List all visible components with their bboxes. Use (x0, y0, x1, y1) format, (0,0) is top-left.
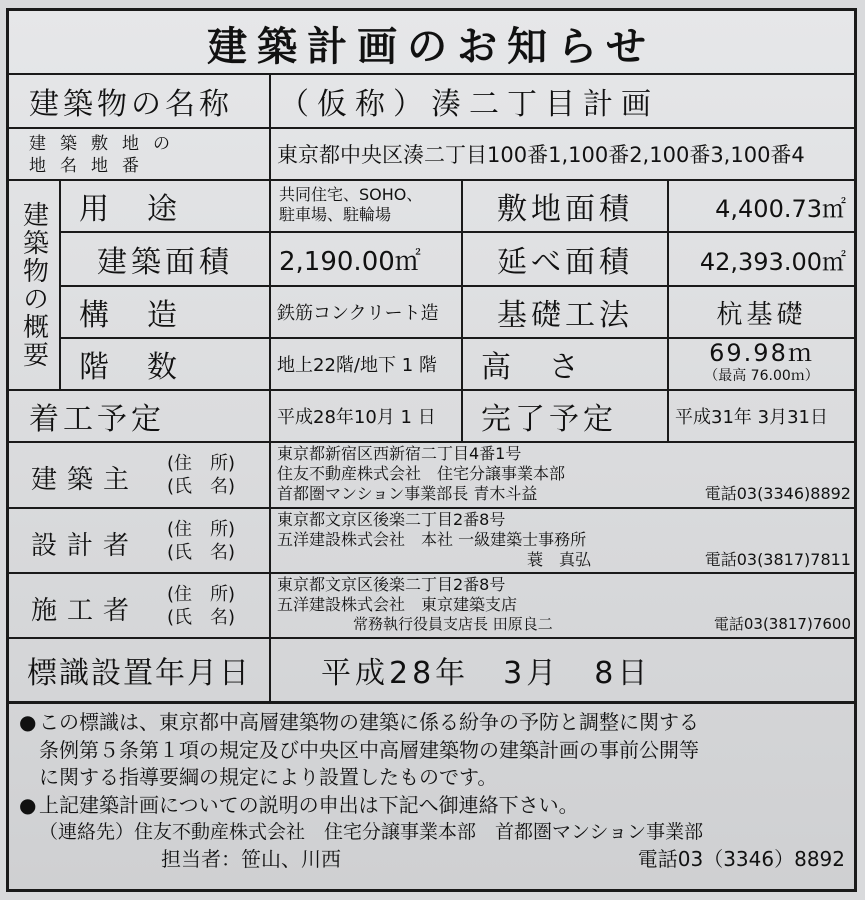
use-value-line1: 共同住宅、SOHO、 (279, 185, 423, 204)
designer-sub-name: (氏 名) (167, 541, 236, 563)
contractor-sub-address: (住 所) (167, 584, 236, 605)
contractor-label: 施工者 (31, 596, 140, 626)
page-title: 建築計画のお知らせ (207, 23, 656, 70)
designer-info (277, 510, 851, 572)
owner-label-cell (9, 443, 269, 507)
contractor-sub (167, 584, 235, 629)
name-value: （仮称）湊二丁目計画 (279, 87, 659, 122)
bullet-icon: ● (19, 710, 37, 734)
floors-label: 階 数 (79, 350, 181, 385)
contact-line2 (19, 846, 849, 874)
note-2-line1 (19, 792, 849, 820)
structure-value: 鉄筋コンクリート造 (277, 303, 439, 324)
site-label (9, 129, 269, 179)
owner-company: 住友不動産株式会社 住宅分譲事業本部 (277, 464, 566, 483)
complete-value: 平成31年 3月31日 (675, 407, 828, 428)
contractor-label-cell (9, 574, 269, 637)
owner-person: 首都圏マンション事業部長 青木斗益 (277, 484, 538, 503)
foundation-value: 杭基礎 (716, 299, 807, 330)
use-value-line2: 駐車場、駐輪場 (279, 205, 392, 224)
contractor-address: 東京都文京区後楽二丁目2番8号 (277, 575, 506, 594)
designer-phone: 電話03(3817)7811 (704, 550, 851, 569)
floor-area-value: 42,393.00㎡ (699, 247, 846, 276)
note-1-text1: この標識は、東京都中高層建築物の建築に係る紛争の予防と調整に関する (39, 710, 699, 734)
owner-address: 東京都新宿区西新宿二丁目4番1号 (277, 444, 522, 463)
owner-sub-name: (氏 名) (167, 475, 236, 497)
bullet-icon: ● (19, 792, 37, 817)
designer-person: 蓑 真弘 (527, 550, 592, 569)
sign-date-label: 標識設置年月日 (27, 656, 251, 691)
site-value: 東京都中央区湊二丁目100番1,100番2,100番3,100番4 (277, 143, 805, 167)
contractor-company: 五洋建設株式会社 東京建築支店 (277, 595, 518, 614)
designer-address: 東京都文京区後楽二丁目2番8号 (277, 510, 506, 529)
floor-area-label: 延べ面積 (497, 245, 633, 280)
complete-label: 完了予定 (481, 402, 617, 437)
building-area-label: 建築面積 (97, 245, 233, 280)
site-label-line1: 建築敷地の (29, 134, 184, 154)
contractor-name-row (277, 615, 851, 634)
designer-label-cell (9, 509, 269, 572)
contractor-person: 常務執行役員支店長 田原良二 (353, 615, 553, 633)
owner-name-row (277, 484, 851, 504)
contractor-phone: 電話03(3817)7600 (713, 615, 851, 633)
owner-phone: 電話03(3346)8892 (704, 484, 851, 503)
use-value (271, 183, 461, 231)
divider (9, 701, 854, 704)
building-area-value: 2,190.00㎡ (279, 246, 421, 277)
name-label: 建築物の名称 (29, 87, 233, 122)
floors-value: 地上22階/地下 1 階 (277, 355, 437, 376)
contact-line1: （連絡先）住友不動産株式会社 住宅分譲事業本部 首都圏マンション事業部 (39, 821, 704, 844)
owner-sub (167, 453, 235, 498)
use-label: 用 途 (79, 192, 181, 227)
structure-label: 構 造 (79, 298, 181, 333)
site-area-value: 4,400.73㎡ (715, 194, 846, 223)
designer-name-row (277, 550, 851, 570)
height-label: 高 さ (481, 350, 583, 385)
contact-phone: 電話03（3346）8892 (637, 846, 845, 871)
contact-person: 担当者：笹山、川西 (161, 846, 341, 871)
note-1-line3: に関する指導要綱の規定により設置したものです。 (39, 765, 498, 790)
note-1-line2: 条例第５条第１項の規定及び中央区中高層建築物の建築計画の事前公開等 (39, 737, 699, 762)
note-1-line1 (19, 709, 849, 737)
owner-label: 建築主 (31, 465, 140, 495)
notice-board (6, 8, 857, 892)
foundation-label: 基礎工法 (497, 298, 633, 333)
owner-info (277, 444, 851, 507)
designer-sub (167, 519, 235, 564)
note-2-text1: 上記建築計画についての説明の申出は下記へ御連絡下さい。 (39, 792, 579, 817)
designer-label: 設計者 (31, 531, 140, 561)
site-area-label: 敷地面積 (497, 192, 633, 227)
height-value-box (669, 339, 854, 389)
owner-sub-address: (住 所) (167, 453, 236, 474)
height-value: 69.98ｍ (709, 339, 814, 367)
site-label-line2: 地名地番 (29, 156, 153, 177)
height-max: （最高 76.00ｍ） (704, 368, 819, 384)
designer-sub-address: (住 所) (167, 519, 236, 540)
notes (19, 709, 849, 889)
start-label: 着工予定 (29, 402, 165, 437)
designer-company: 五洋建設株式会社 本社 一級建築士事務所 (277, 530, 587, 549)
overview-label: 建築物の概要 (18, 201, 49, 369)
contractor-info (277, 575, 851, 637)
contractor-sub-name: (氏 名) (167, 606, 236, 628)
start-value: 平成28年10月 1 日 (277, 407, 436, 428)
sign-date-value: 平成28年 3月 8日 (321, 656, 652, 691)
